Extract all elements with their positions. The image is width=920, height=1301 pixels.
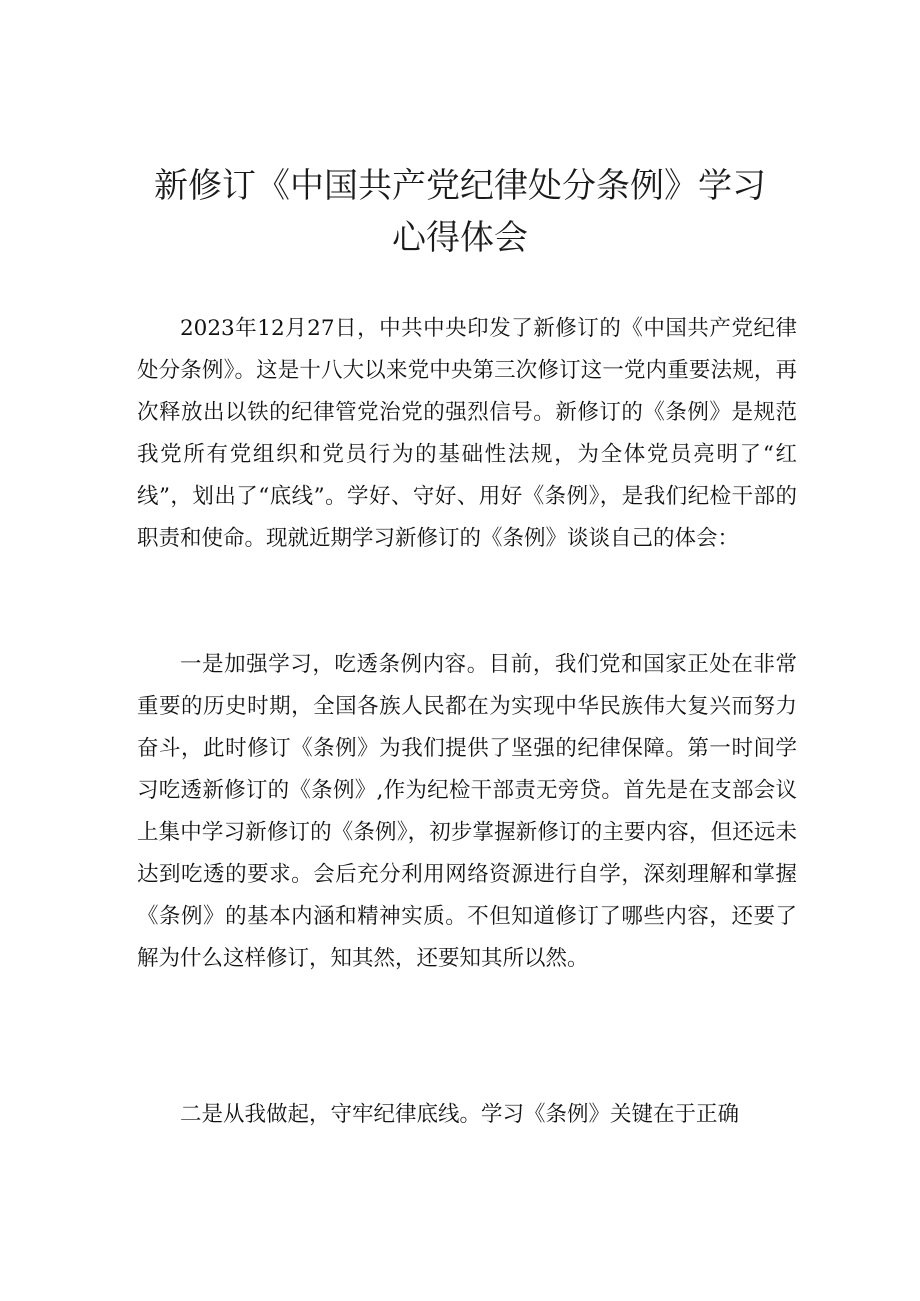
- paragraph-point-1: 一是加强学习，吃透条例内容。目前，我们党和国家正处在非常重要的历史时期，全国各族人民都在为实现中华民族伟大复兴而努力奋斗，此时修订《条例》为我们提供了坚强的纪律保障。第一时间学习吃透新修订的《条例》,作为纪检干部责无旁贷。首先是在支部会议上集中学习新修订的《条例》，初步掌握新修订的主要内容，但还远未达到吃透的要求。会后充分利用网络资源进行自学，深刻理解和掌握《条例》的基本内涵和精神实质。不但知道修订了哪些内容，还要了解为什么这样修订，知其然，还要知其所以然。: [137, 652, 797, 971]
- document-title-line-2: 心得体会: [392, 218, 528, 258]
- document-title-line-1: 新修订《中国共产党纪律处分条例》学习: [154, 166, 766, 206]
- paragraph-intro: 2023年12月27日，中共中央印发了新修订的《中国共产党纪律处分条例》。这是十八大以来党中央第三次修订这一党内重要法规，再次释放出以铁的纪律管党治党的强烈信号。新修订的《条例》是规范我党所有党组织和党员行为的基础性法规，为全体党员亮明了“红线”，划出了“底线”。学好、守好、用好《条例》，是我们纪检干部的职责和使命。现就近期学习新修订的《条例》谈谈自己的体会：: [137, 316, 797, 551]
- paragraph-point-2: 二是从我做起，守牢纪律底线。学习《条例》关键在于正确: [180, 1102, 740, 1127]
